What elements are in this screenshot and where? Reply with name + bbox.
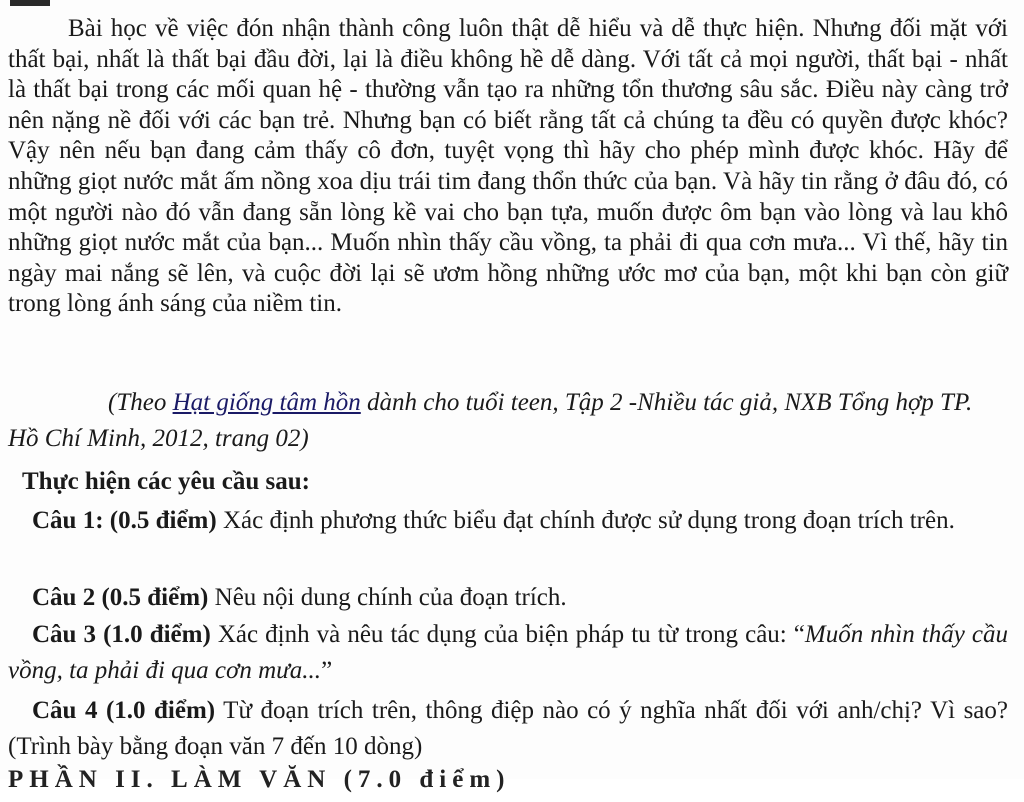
question-3-text: Xác định và nêu tác dụng của biện pháp tu từ trong câu: “ (210, 621, 805, 648)
next-section-heading-cropped (8, 766, 511, 793)
citation-suffix: dành cho tuổi teen, Tập 2 -Nhiều tác giả, NXB Tổng hợp TP. Hồ Chí Minh, 2012, trang 02) (8, 389, 973, 452)
citation-book-title: Hạt giống tâm hồn (172, 389, 361, 416)
question-2-label: Câu 2 (0.5 điểm) (32, 584, 209, 611)
question-1-label: Câu 1: (0.5 điểm) (32, 507, 217, 534)
instructions-heading: Thực hiện các yêu cầu sau: (22, 468, 310, 495)
question-2-text: Nêu nội dung chính của đoạn trích. (208, 584, 567, 611)
question-4 (8, 693, 1008, 765)
question-1 (8, 503, 1008, 539)
next-section-heading-text: PHẦN II. LÀM VĂN (7.0 điểm) (8, 766, 511, 793)
passage-citation (8, 385, 1008, 457)
question-2 (8, 580, 1008, 616)
cropped-previous-line (0, 0, 1024, 12)
question-3-quote: Muốn nhìn thấy cầu vồng, ta phải đi qua cơn mưa... (8, 621, 1008, 684)
question-1-text: Xác định phương thức biểu đạt chính được sử dụng trong đoạn trích trên. (216, 507, 955, 534)
question-3-label: Câu 3 (1.0 điểm) (32, 621, 211, 648)
citation-prefix: (Theo (108, 389, 173, 416)
question-3 (8, 617, 1008, 689)
passage-paragraph: Bài học về việc đón nhận thành công luôn thật dễ hiểu và dễ thực hiện. Nhưng đối mặt với thất bại, nhất là thất bại đầu đời, lại là điều không hề dễ dàng. Với tất cả mọi người, thất bại - nhất là thất bại trong các mối quan hệ - thường vẫn tạo ra những tổn thương sâu sắc. Điều này càng trở nên nặng nề đối với các bạn trẻ. Nhưng bạn có biết rằng tất cả chúng ta đều có quyền được khóc? Vậy nên nếu bạn đang cảm thấy cô đơn, tuyệt vọng thì hãy cho phép mình được khóc. Hãy để những giọt nước mắt ấm nồng xoa dịu trái tim đang thổn thức của bạn. Và hãy tin rằng ở đâu đó, có một người nào đó vẫn đang sẵn lòng kề vai cho bạn tựa, muốn được ôm bạn vào lòng và lau khô những giọt nước mắt của bạn... Muốn nhìn thấy cầu vồng, ta phải đi qua cơn mưa... Vì thế, hãy tin ngày mai nắng sẽ lên, và cuộc đời lại sẽ ươm hồng những ước mơ của bạn, một khi bạn còn giữ trong lòng ánh sáng của niềm tin. (8, 15, 1008, 318)
question-3-quote-close: ” (321, 657, 333, 684)
cropped-text-fragment (10, 0, 50, 6)
question-4-text: Từ đoạn trích trên, thông điệp nào có ý nghĩa nhất đối với anh/chị? Vì sao?(Trình bày bằng đoạn văn 7 đến 10 dòng) (8, 697, 1008, 760)
question-4-label: Câu 4 (1.0 điểm) (32, 697, 216, 724)
